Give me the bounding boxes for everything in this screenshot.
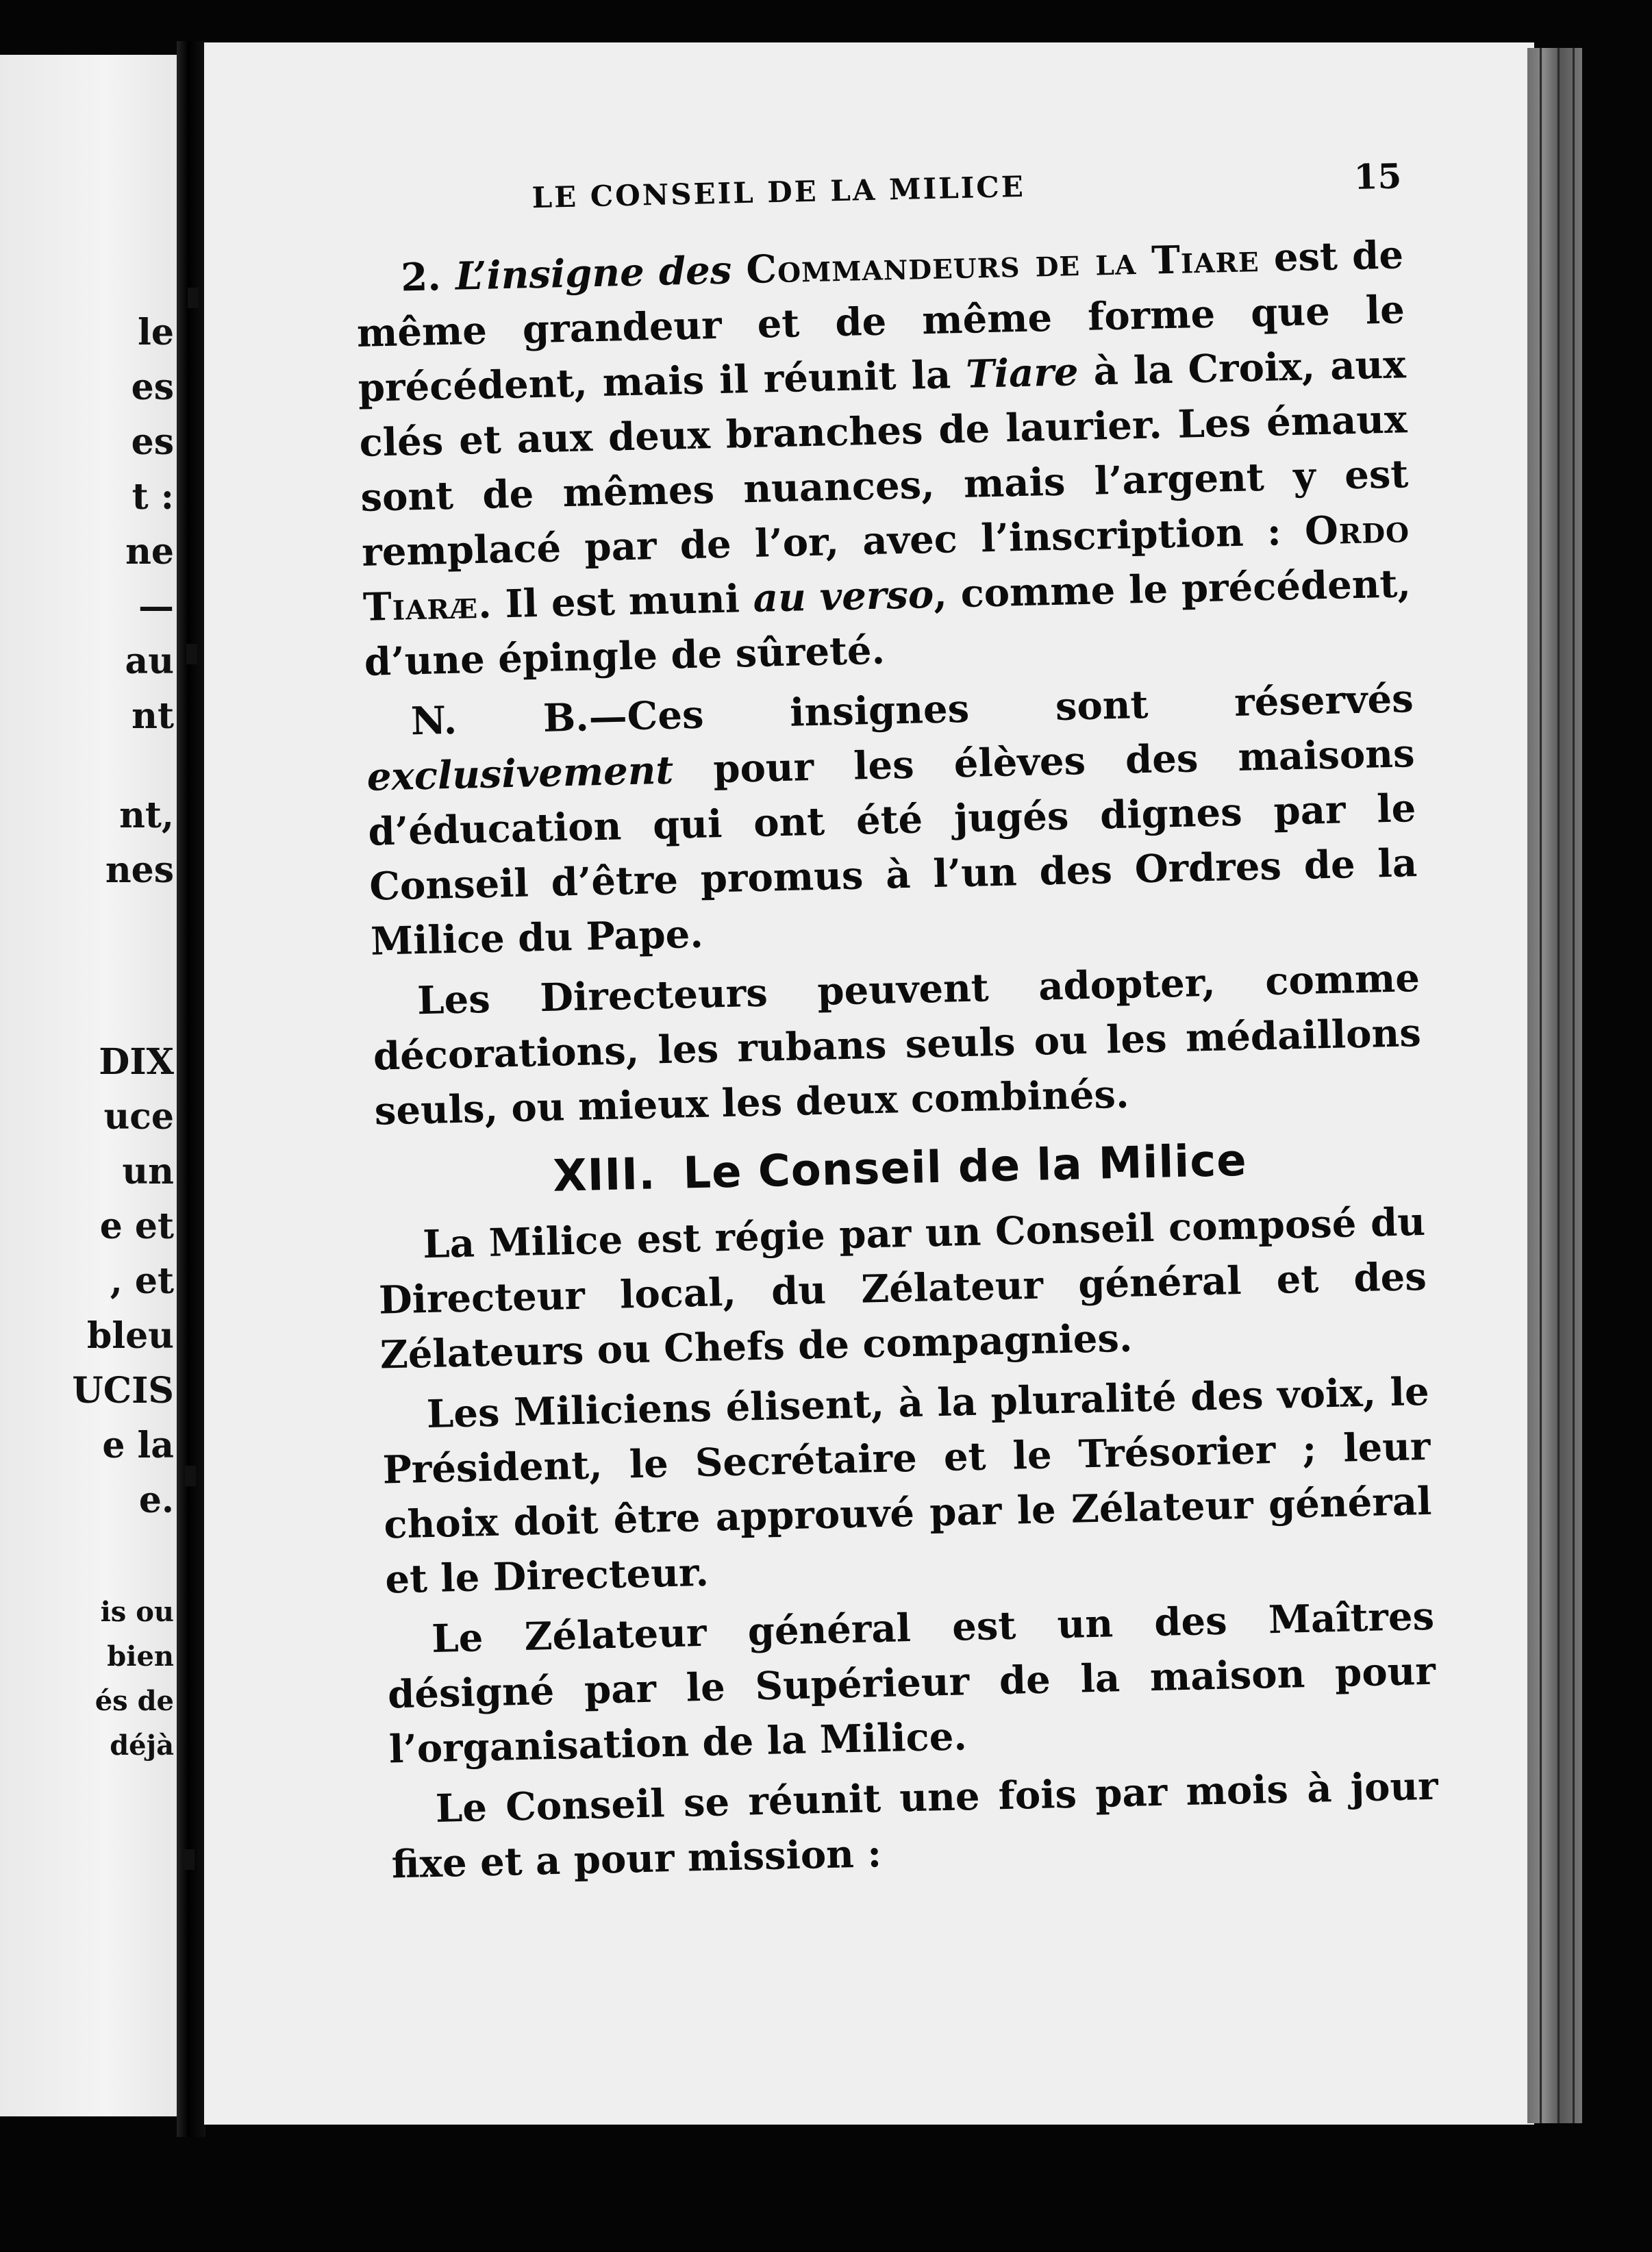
section-paragraph: Les Miliciens élisent, à la pluralité des voix, le Président, le Secrétaire et le Trésorier ; leur choix doit être approuvé par le Zélateur général et le Directeur. (382, 1368, 1432, 1603)
left-page-fragment: déjà (110, 1729, 174, 1762)
left-page-fragment: DIX (99, 1041, 174, 1083)
body-paragraph (371, 951, 1423, 1139)
binding-stitch (188, 288, 199, 308)
page-edge-line (1557, 48, 1560, 2123)
text-run: , comme le précédent, d’une épingle de sûreté. (364, 561, 1412, 685)
text-run: L’insigne des (455, 247, 747, 299)
left-page-fragment: t : (132, 476, 174, 518)
left-page-fragment: , et (110, 1260, 174, 1302)
left-page-fragment: nt (132, 695, 174, 737)
left-page-fragment: nes (105, 849, 174, 891)
left-page-fragment: un (122, 1151, 174, 1192)
section-paragraphs (377, 1194, 1440, 1892)
text-run: Ordo Tiaræ (362, 506, 1410, 630)
binding-stitch (186, 644, 197, 664)
left-page-fragment: — (138, 586, 174, 627)
body-paragraphs (355, 227, 1423, 1138)
page-stack-edge (1527, 48, 1582, 2123)
text-run: . Il est muni (477, 575, 754, 628)
left-page-fragment: e. (138, 1479, 174, 1521)
section-heading (375, 1131, 1424, 1206)
text-run: exclusivement (366, 747, 674, 800)
left-page-fragment: es (131, 421, 174, 463)
left-page-fragment: bleu (86, 1315, 174, 1357)
body-paragraph (365, 671, 1419, 969)
binding-stitch (185, 1466, 196, 1486)
right-page (204, 42, 1534, 2125)
text-run: Les Directeurs peuvent adopter, comme décorations, les rubans seuls ou les médaillons seuls, ou mieux les deux combinés. (373, 955, 1422, 1134)
left-page-fragment: nt, (119, 795, 174, 836)
left-page-fragment: e et (99, 1205, 174, 1247)
book-gutter (177, 41, 205, 2137)
left-page-fragment: UCIS (72, 1370, 174, 1412)
left-page-fragment: le (138, 312, 174, 353)
section-paragraph: La Milice est régie par un Conseil composé du Directeur local, du Zélateur général et des Zélateurs ou Chefs de compagnies. (378, 1199, 1427, 1378)
left-facing-page (0, 55, 178, 2116)
left-page-fragment: is ou (100, 1596, 174, 1628)
left-page-fragment: és de (95, 1685, 174, 1717)
text-run: N. B.—Ces insignes sont réservés (410, 676, 1414, 745)
text-run: à la Croix, aux clés et aux deux branches de laurier. Les émaux sont de mêmes nuances, mais l’argent y est remplacé par de l’or, avec l’inscription : (358, 342, 1409, 575)
text-run: 2. (400, 253, 456, 301)
page-number: 15 (1353, 155, 1402, 197)
running-head-title: LE CONSEIL DE LA MILICE (531, 169, 1026, 215)
left-page-fragment: ne (125, 531, 174, 573)
text-run: Commandeurs de la Tiare (745, 236, 1260, 293)
text-run: est de même grandeur et de même forme que le précédent, mais il réunit la (356, 232, 1405, 411)
running-head (353, 155, 1402, 220)
section-paragraph: Le Conseil se réunit une fois par mois à jour fixe et a pour mission : (391, 1763, 1439, 1888)
left-page-fragment: au (125, 640, 174, 682)
left-page-fragment: bien (107, 1640, 174, 1673)
binding-stitch (184, 1849, 195, 1870)
page-text-block (353, 155, 1440, 1892)
section-paragraph: Le Zélateur général est un des Maîtres désigné par le Supérieur de la maison pour l’organisation de la Milice. (387, 1593, 1436, 1773)
section-number: XIII. (552, 1149, 657, 1202)
body-paragraph (355, 227, 1412, 690)
page-edge-line (1540, 48, 1542, 2123)
text-run: Tiare (965, 349, 1079, 397)
left-page-fragment: e la (102, 1425, 174, 1466)
left-page-fragment: uce (103, 1096, 174, 1138)
page-edge-line (1573, 48, 1575, 2123)
text-run: pour les élèves des maisons d’éducation qui ont été jugés dignes par le Conseil d’être promus à l’un des Ordres de la Milice du Pape. (367, 731, 1418, 964)
left-page-fragment: es (131, 366, 174, 408)
text-run: au verso (753, 571, 934, 621)
section-title: Le Conseil de la Milice (682, 1135, 1248, 1199)
